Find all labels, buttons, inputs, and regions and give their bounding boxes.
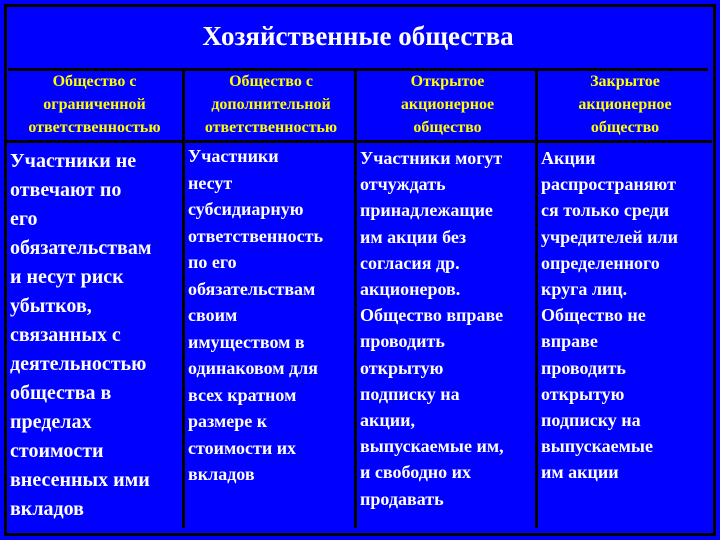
text-line: вправе — [541, 331, 598, 352]
text-line: круга лиц. — [541, 279, 628, 300]
text-line: вкладов — [188, 464, 255, 484]
text-line: определенного — [541, 252, 660, 273]
text-line: Открытое — [410, 73, 485, 90]
text-line: учредителей или — [541, 226, 679, 247]
text-line: Общество не — [541, 305, 646, 326]
text-line: ответственностью — [204, 119, 338, 136]
text-line: ся только среди — [541, 200, 670, 221]
column-ojsc — [354, 70, 538, 528]
text-line: подписку на — [360, 383, 460, 404]
text-line: Участники могут — [360, 148, 503, 168]
text-line: обязательствам — [10, 237, 152, 259]
text-line: и свободно их — [360, 462, 472, 483]
text-line: общество — [590, 119, 660, 136]
text-line: несут — [188, 172, 233, 193]
column-alc — [182, 70, 357, 528]
text-line: подписку на — [541, 410, 641, 431]
text-line: ответственность — [188, 225, 324, 246]
text-line: одинаковом для — [188, 358, 318, 378]
text-line: открытую — [541, 383, 625, 404]
text-line: внесенных ими — [10, 469, 150, 491]
text-line: ограниченной — [43, 96, 146, 113]
text-line: субсидиарную — [188, 199, 304, 219]
column-header-ojsc — [357, 70, 538, 143]
text-line: ответственностью — [28, 119, 161, 136]
text-line: акции, — [360, 410, 415, 431]
text-line: его — [10, 208, 38, 230]
text-line: выпускаемые им, — [360, 436, 504, 457]
text-line: акционерное — [578, 96, 672, 113]
text-line: всех кратном — [188, 384, 297, 405]
text-line: своим — [188, 305, 238, 325]
column-body-alc — [185, 143, 357, 488]
column-body-cjsc — [538, 143, 712, 486]
text-line: согласия др. — [360, 252, 460, 273]
text-line: Общество с — [52, 73, 137, 90]
text-line: стоимости — [10, 440, 104, 462]
text-line: Акции — [541, 148, 596, 168]
text-line: Закрытое — [590, 73, 660, 90]
text-line: стоимости их — [188, 437, 297, 458]
column-llc — [7, 70, 182, 528]
text-line: акционеров. — [360, 279, 461, 300]
text-line: Общество вправе — [360, 305, 504, 326]
page-title: Хозяйственные общества — [8, 8, 708, 71]
text-line: размере к — [188, 411, 268, 431]
text-line: Участники — [188, 146, 279, 166]
text-line: связанных с — [10, 324, 121, 346]
text-line: общества в — [10, 382, 112, 404]
text-line: убытков, — [10, 295, 92, 317]
column-header-cjsc — [538, 70, 712, 143]
text-line: отвечают по — [10, 179, 122, 201]
text-line: пределах — [10, 411, 92, 433]
text-line: имуществом в — [188, 331, 305, 352]
text-line: принадлежащие — [360, 200, 493, 221]
column-header-alc — [185, 70, 357, 143]
text-line: вкладов — [10, 498, 84, 520]
column-body-ojsc — [357, 143, 538, 512]
text-line: проводить — [541, 357, 626, 378]
text-line: дополнительной — [211, 96, 331, 113]
text-line: отчуждать — [360, 174, 446, 195]
text-line: по его — [188, 252, 237, 272]
text-line: и несут риск — [10, 266, 124, 288]
column-header-llc — [7, 70, 182, 143]
text-line: выпускаемые — [541, 436, 653, 457]
text-line: им акции без — [360, 226, 467, 247]
text-line: Участники не — [10, 150, 137, 172]
text-line: им акции — [541, 462, 619, 483]
text-line: Общество с — [229, 73, 313, 90]
text-line: продавать — [360, 488, 444, 509]
text-line: обязательствам — [188, 278, 316, 299]
text-line: распространяют — [541, 174, 676, 195]
text-line: акционерное — [400, 96, 495, 113]
text-line: открытую — [360, 357, 444, 378]
column-cjsc — [535, 70, 712, 528]
column-body-llc — [7, 143, 182, 524]
text-line: общество — [413, 119, 482, 136]
text-line: деятельностью — [10, 353, 147, 375]
text-line: проводить — [360, 331, 445, 352]
